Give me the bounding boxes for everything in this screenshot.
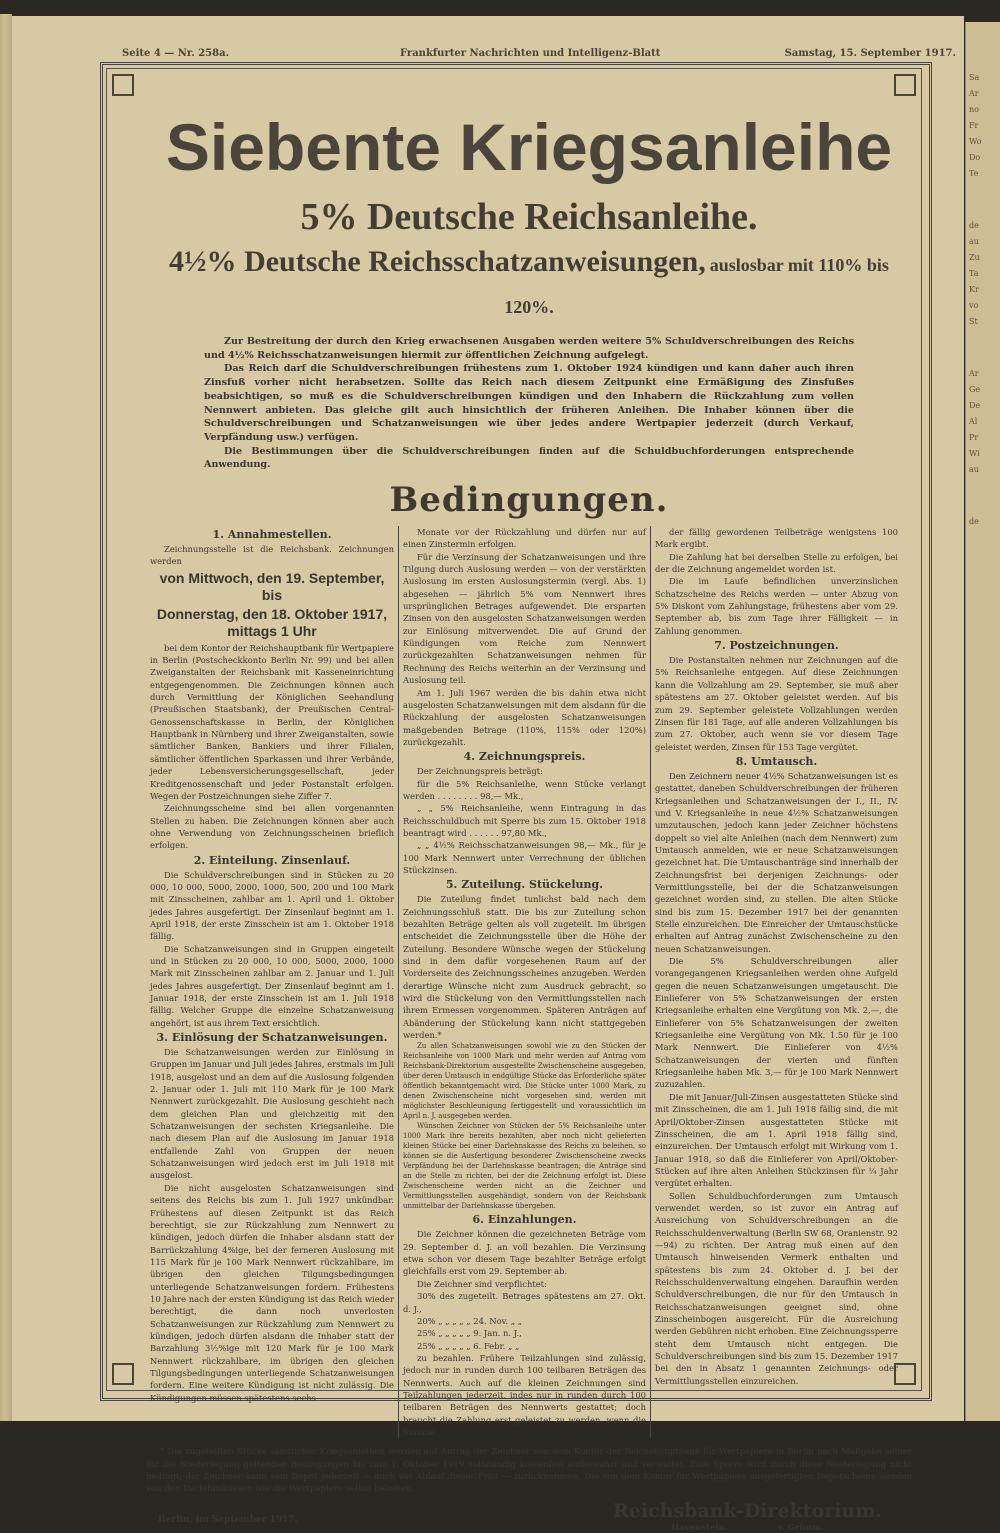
conditions-columns [146,526,912,1438]
paragraph: „ „ 4½% Reichsschatzanweisungen 98,— Mk., für je 100 Mark Nennwert unter Verrechnung der üblichen Stückzinsen. [403,840,646,875]
paragraph: Die Schatzanweisungen sind in Gruppen eingeteilt und in Stücken zu 20 000, 10 000, 5000, 2000, 1000 Mark mit Zinsscheinen zahlbar am 2. Januar und 1. Juli jedes Jahres ausgefertigt. Der Zinsenlauf beginnt am 1. Januar 1918, der erste Zinsschein ist am 1. Juli 1918 fällig. Welcher Gruppe die einzelne Schatzanweisung angehört, ist aus ihrem Text ersichtlich. [150,943,394,1028]
adjacent-page-fragment: Ta [969,269,979,278]
paragraph: Die Schatzanweisungen werden zur Einlösung in Gruppen im Januar und Juli jedes Jahres, erstmals im Juli 1918, ausgelost und an dem auf die Auslosung folgenden 2. Januar oder 1. Juli mit 110 Mark für je 100 Mark Nennwert zurückgezahlt. Die Auslosung geschieht nach dem gleichen Plan und gleichzeitig mit den Schatzanweisungen der sechsten Kriegsanleihe. Die nach diesem Plan auf die Auslosung im Januar 1918 entfallende Zahl von Gruppen der neuen Schatzanweisungen wird jedoch erst im Juli 1918 mit ausgelost. [150,1047,394,1181]
corner-ornament [112,1363,134,1385]
paragraph: Wünschen Zeichner von Stücken der 5% Reichsanleihe unter 1000 Mark ihre bereits bezahlten, aber noch nicht gelieferten kleinen Stücke bei einer Darlehnskasse des Reichs zu beleihen, so können sie die Ausfertigung besonderer Zwischenscheine zwecks Verpfändung bei der Darlehnskasse beantragen; die Anträge sind an die Stelle zu richten, bei der die Zeichnung erfolgt ist. Diese Zwischenscheine werden nicht an die Zeichner und Vermittlungsstellen ausgehändigt, sondern von der Reichsbank unmittelbar der Darlehnskasse übergeben. [403,1122,646,1211]
column-2 [398,526,650,1438]
intro-paragraph: Die Bestimmungen über die Schuldverschreibungen finden auf die Schuldbuchforderungen entsprechende Anwendung. [204,445,854,471]
intro-text [204,335,854,472]
paragraph: „ „ 5% Reichsanleihe, wenn Eintragung in das Reichsschuldbuch mit Sperre bis zum 15. Oktober 1918 beantragt wird . . . . . . 97,80 Mk., [403,803,646,838]
signatory-names: Havenstein. v. Grimm. [671,1523,824,1533]
paragraph: 25% „ „ „ „ „ 6. Febr. „ „ [417,1340,520,1351]
adjacent-page-fragment: Ge [969,385,981,394]
paragraph: Sollen Schuldbuchforderungen zum Umtausch verwendet werden, so ist zuvor ein Antrag auf Ausreichung von Schuldverschreibungen an die Reichsschuldenverwaltung (Berlin SW 68, Oranienstr. 92—94) zu richten. Der Antrag muß einen auf den Umtausch hinweisenden Vermerk enthalten und spätestens bis zum 24. Oktober d. J. bei der Reichsschuldenverwaltung eingehen. Daraufhin werden Schuldverschreibungen, die nur für den Umtausch in Reichsschatzanweisungen geeignet sind, ohne Zinsscheinbogen ausgereicht. Für die Ausreichung werden Gebühren nicht erhoben. Eine Zeichnungssperre steht dem Umtausch nicht entgegen. Die Schuldverschreibungen sind bis zum 15. Dezember 1917 bei den in Absatz 1 genannten Zeichnungs- oder Vermittlungsstellen einzureichen. [655,1190,898,1386]
paragraph: Der Zeichnungspreis beträgt: [417,766,543,777]
paragraph: Die im Laufe befindlichen unverzinslichen Schatzscheine des Reichs werden — unter Abzug von 5% Diskont vom Zahlungstage, frühestens aber vom 29. September ab, bis zum Tage ihrer Fälligkeit — in Zahlung genommen. [655,576,898,636]
adjacent-page-fragment: Al [969,417,978,426]
adjacent-page-fragment: De [969,401,981,410]
footnote: * Die zugeteilten Stücke sämtlicher Kriegsanleihen werden auf Antrag der Zeichner von dem Kontor der Reichshauptbank für Wertpapiere in Berlin nach Maßgabe seiner für die Niederlegung geltenden Bedingungen bis zum 1. Oktober 1919 vollständig kostenfrei aufbewahrt und verwaltet. Eine Sperre wird durch diese Niederlegung nicht bedingt; der Zeichner kann sein Depot jederzeit — auch vor Ablauf dieser Frist — zurücknehmen. Die von dem Kontor für Wertpapiere ausgefertigten Depotscheine werden von den Darlehnskassen wie die Wertpapiere selbst beliehen. [146,1447,912,1495]
paragraph: Zeichnungsstelle ist die Reichsbank. Zeichnungen werden [150,544,394,567]
column-1 [146,526,398,1438]
paragraph: Die mit Januar/Juli-Zinsen ausgestatteten Stücke sind mit Zinsscheinen, die am 1. Juli 1918 fällig sind, die mit April/Oktober-Zinsen ausgestatteten Stücke mit Zinsscheinen, die am 1. April 1918 fällig sind, einzureichen. Der Umtausch erfolgt mit Wirkung vom 1. Januar 1918, so daß die Einlieferer von April/Oktober-Stücken auf ihre alten Anleihen Stückzinsen für ¼ Jahr vergütet erhalten. [655,1091,898,1189]
intro-paragraph: Das Reich darf die Schuldverschreibungen frühestens zum 1. Oktober 1924 kündigen und kann daher auch ihren Zinsfuß vorher nicht herabsetzen. Sollte das Reich nach diesem Zeitpunkt eine Ermäßigung des Zinsfußes beabsichtigen, so muß es die Schuldverschreibungen kündigen und den Inhabern die Rückzahlung zum vollen Nennwert anbieten. Das gleiche gilt auch hinsichtlich der früheren Anleihen. Die Inhaber können über die Schuldverschreibungen und Schatzanweisungen wie über jedes andere Wertpapier jederzeit (durch Verkauf, Verpfändung usw.) verfügen. [204,363,854,443]
section-heading: 2. Einteilung. Zinsenlauf. [193,853,351,867]
intro-paragraph: Zur Bestreitung der durch den Krieg erwachsenen Ausgaben werden weitere 5% Schuldverschreibungen des Reichs und 4½% Reichsschatzanweisungen hiermit zur öffentlichen Zeichnung aufgelegt. [204,336,854,361]
paragraph: für die 5% Reichsanleihe, wenn Stücke verlangt werden . . . . . . . . 98,— Mk., [403,778,646,801]
paragraph: Die Zeichner können die gezeichneten Beträge vom 29. September d. J. an voll bezahlen. Die Verzinsung etwa schon vor diesem Tage bezahlter Beträge erfolgt gleichfalls erst vom 29. September ab. [403,1229,646,1277]
adjacent-page-right [965,22,1000,1421]
page-number: Seite 4 — Nr. 258a. [122,48,230,59]
paragraph: Zu allen Schatzanweisungen sowohl wie zu den Stücken der Reichsanleihe von 1000 Mark und mehr werden auf Antrag vom Reichsbank-Direktorium ausgestellte Zwischenscheine ausgegeben, über deren Umtausch in endgültige Stücke das Erforderliche später öffentlich bekanntgemacht wird. Die Stücke unter 1000 Mark, zu denen Zwischenscheine nicht vorgesehen sind, werden mit möglichster Beschleunigung fertiggestellt und voraussichtlich im April n. J. ausgegeben werden. [403,1042,646,1121]
adjacent-page-fragment: de [969,221,979,230]
adjacent-page-fragment: no [969,105,979,114]
paragraph: bei dem Kontor der Reichshauptbank für Wertpapiere in Berlin (Postscheckkonto Berlin Nr. 99) und bei allen Zweiganstalten der Reichsbank mit Kasseneinrichtung entgegengenommen. Die Zeichnungen können auch durch Vermittlung der Königlichen Seehandlung (Preußischen Staatsbank), der Preußischen Central-Genossenschaftskasse in Berlin, der Königlichen Hauptbank in Nürnberg und ihrer Zweiganstalten, sowie sämtlicher Banken, Bankiers und ihrer Filialen, sämtlicher öffentlichen Sparkassen und ihrer Verbände, jeder Lebensversicherungsgesellschaft, jeder Kreditgenossenschaft und jeder Postanstalt erfolgen. Wegen der Postzeichnungen siehe Ziffer 7. [150,642,394,801]
adjacent-page-fragment: au [969,237,979,246]
signature-block [613,1499,912,1533]
corner-ornament [894,74,916,96]
section-heading: 3. Einlösung der Schatzanweisungen. [156,1031,388,1045]
paragraph: Die Zuteilung findet tunlichst bald nach dem Zeichnungsschluß statt. Die bis zur Zuteilung schon bezahlten Beträge gelten als voll zugeteilt. Im übrigen entscheidet die Zeichnungsstelle über die Höhe der Zuteilung. Besondere Wünsche wegen der Stückelung sind in dem dafür vorgesehenen Raum auf der Vorderseite des Zeichnungsscheines anzugeben. Werden derartige Wünsche nicht zum Ausdruck gebracht, so wird die Stückelung von den Vermittlungsstellen nach ihrem Ermessen vorgenommen. Späteren Anträgen auf Abänderung der Stückelung kann nicht stattgegeben werden.* [403,894,646,1041]
adjacent-page-fragment: de [969,517,979,526]
newspaper-name: Frankfurter Nachrichten und Intelligenz-Blatt [400,48,661,59]
adjacent-page-fragment: Zu [969,253,980,262]
subheadline-tail: auslosbar mit 110% bis 120%. [504,255,889,317]
issue-date: Samstag, 15. September 1917. [784,48,956,59]
adjacent-page-fragment: Te [969,169,979,178]
paragraph: Die Zahlung hat bei derselben Stelle zu erfolgen, bei der die Zeichnung angemeldet worden ist. [655,551,898,575]
corner-ornament [112,74,134,96]
adjacent-page-fragment: Kr [969,285,979,294]
paragraph: Die nicht ausgelosten Schatzanweisungen sind seitens des Reichs bis zum 1. Juli 1927 unkündbar. Frühestens auf diesen Zeitpunkt ist das Reich berechtigt, sie zur Rückzahlung zum Nennwert zu kündigen, jedoch dürfen die Inhaber alsdann statt der Barrückzahlung 4%ige, bei der ferneren Auslosung mit 115 Mark für je 100 Mark Nennwert rückzahlbare, im übrigen den gleichen Tilgungsbedingungen unterliegende Schatzanweisungen fordern. Frühestens 10 Jahre nach der ersten Kündigung ist das Reich wieder berechtigt, die dann noch unverlosten Schatzanweisungen zur Rückzahlung zum Nennwert zu kündigen, jedoch dürfen alsdann die Inhaber statt der Barzahlung 3½%ige mit 120 Mark für je 100 Mark Nennwert rückzahlbare, im übrigen den gleichen Tilgungsbedingungen unterliegende Schatzanweisungen fordern. Eine weitere Kündigung ist nicht zulässig. Die Kündigungen müssen spätestens sechs [150,1182,394,1403]
adjacent-page-fragment: Pr [969,433,979,442]
paragraph: 20% „ „ „ „ „ 24. Nov. „ „ [417,1315,523,1326]
subheadline-reichsanleihe: 5% Deutsche Reichsanleihe. [300,196,758,238]
paragraph: Den Zeichnern neuer 4½% Schatzanweisungen ist es gestattet, daneben Schuldverschreibungen der früheren Kriegsanleihen und Schatzanweisungen der I., II., IV. und V. Kriegsanleihe in neue 4½% Schatzanweisungen umzutauschen, jedoch kann jeder Zeichner höchstens doppelt so viel alte Anleihen (nach dem Nennwert) zum Umtausch anmelden, wie er neue Schatzanweisungen gezeichnet hat. Die Umtauschanträge sind innerhalb der Zeichnungsfrist bei derjenigen Zeichnungs- oder Vermittlungsstelle, bei der die Schatzanweisungen gezeichnet worden sind, zu stellen. Die alten Stücke sind bis zum 15. Dezember 1917 bei der genannten Stelle einzureichen. Die Einreicher der Umtauschstücke erhalten auf Antrag zunächst Zwischenscheine zu den neuen Schatzanweisungen. [655,770,898,954]
section-heading: 4. Zeichnungspreis. [463,750,586,764]
adjacent-page-fragment: Wo [969,137,982,146]
adjacent-page-fragment: Fr [969,121,979,130]
paragraph: zu bezahlen. Frühere Teilzahlungen sind zulässig, jedoch nur in runden durch 100 teilbaren Beträgen des Nennwerts. Auch auf die kleinen Zeichnungen sind Teilzahlungen jederzeit, indes nur in runden durch 100 teilbaren Beträgen des Nennwerts gestattet; doch braucht die Zahlung erst geleistet zu werden, wenn die Summe [403,1352,646,1437]
section-heading: 8. Umtausch. [735,754,818,768]
paragraph: Zeichnungsscheine sind bei allen vorgenannten Stellen zu haben. Die Zeichnungen können aber auch ohne Verwendung von Zeichnungsscheinen brieflich erfolgen. [150,803,394,851]
subheadline-main: 4½% Deutsche Reichsschatzanweisungen, [169,245,706,278]
adjacent-page-fragment: Ar [969,369,979,378]
adjacent-page-fragment: Do [969,153,981,162]
section-heading: 1. Annahmestellen. [212,528,332,542]
advertisement-content [146,104,912,1533]
section-heading: 6. Einzahlungen. [472,1213,577,1227]
paragraph: Monate vor der Rückzahlung und dürfen nur auf einen Zinstermin erfolgen. [403,527,646,550]
adjacent-page-fragment: Sa [969,73,980,82]
adjacent-page-fragment: Wi [969,449,980,458]
section-heading: 7. Postzeichnungen. [714,639,839,653]
subheadline-schatzanweisungen [146,242,912,329]
paragraph: Die Postanstalten nehmen nur Zeichnungen auf die 5% Reichsanleihe entgegen. Auf diese Zeichnungen kann die Vollzahlung am 29. September, sie muß aber spätestens am 27. Oktober geleistet werden. Auf bis zum 29. September geleistete Vollzahlungen werden Zinsen für 181 Tage, auf alle anderen Vollzahlungen bis zum 27. Oktober, auch wenn sie vor diesem Tage geleistet werden, Zinsen für 153 Tage vergütet. [655,655,898,752]
adjacent-page-fragment: au [969,465,979,474]
paragraph: Die Zeichner sind verpflichtet: [417,1278,547,1289]
paragraph: der fällig gewordenen Teilbeträge wenigstens 100 Mark ergibt. [655,527,898,550]
paragraph: Die Schuldverschreibungen sind in Stücken zu 20 000, 10 000, 5000, 2000, 1000, 500, 200 und 100 Mark mit Zinsscheinen, zahlbar am 1. April und 1. Oktober jedes Jahres ausgefertigt. Der Zinsenlauf beginnt am 1. April 1918, der erste Zinsschein ist am 1. Oktober 1918 fällig. [150,869,394,942]
headline: Siebente Kriegsanleihe [165,110,893,184]
conditions-heading: Bedingungen. [389,480,669,521]
signature-body: Reichsbank-Direktorium. [612,1500,882,1523]
adjacent-page-fragment: vo [969,301,979,310]
paragraph: Die 5% Schuldverschreibungen aller vorangegangenen Kriegsanleihen werden ohne Aufgeld gegen die neuen Schatzanweisungen umgetauscht. Die Einlieferer von 5% Schatzanweisungen der ersten Kriegsanleihe erhalten eine Vergütung von Mk. 2,—, die Einlieferer von 5% Schatzanweisungen der zweiten Kriegsanleihe eine Vergütung von Mk. 1.50 für je 100 Mark Nennwert. Die Einlieferer von 4½% Schatzanweisungen der vierten und fünften Kriegsanleihe haben Mk. 3,— für je 100 Mark Nennwert zuzuzahlen. [655,956,898,1090]
paragraph: 30% des zugeteilt. Betrages spätestens am 27. Okt. d. J., [403,1291,646,1314]
signature-row [146,1499,912,1533]
paragraph: Für die Verzinsung der Schatzanweisungen und ihre Tilgung durch Auslosung werden — von der verstärkten Auslosung im ersten Auslosungstermin (vergl. Abs. 1) abgesehen — jährlich 5% vom Nennwert ihres ursprünglichen Betrages aufgewendet. Die ersparten Zinsen von den ausgelosten Schatzanweisungen werden zur Einlösung mitverwendet. Die auf Grund der Kündigungen vom Reiche zum Nennwert zurückgezahlten Schatzanweisungen nehmen für Rechnung des Reichs weiterhin an der Verzinsung und Auslosung teil. [403,551,646,686]
place-date: Berlin, im September 1917. [158,1515,298,1526]
adjacent-pages-left-edge [0,14,12,1421]
paragraph: Am 1. Juli 1967 werden die bis dahin etwa nicht ausgelosten Schatzanweisungen mit dem alsdann für die Rückzahlung der ausgelosten Schatzanweisungen maßgebenden Betrage (110%, 115% oder 120%) zurückgezahlt. [403,687,646,747]
section-heading: 5. Zuteilung. Stückelung. [445,878,604,892]
subscription-period: Donnerstag, den 18. Oktober 1917, mittags 1 Uhr [156,605,388,639]
paragraph: 25% „ „ „ „ „ 9. Jan. n. J., [417,1328,522,1339]
column-3 [650,526,902,1438]
adjacent-page-fragment: St [969,317,978,326]
adjacent-page-fragment: Ar [969,89,979,98]
subscription-period: von Mittwoch, den 19. September, bis [159,569,385,603]
